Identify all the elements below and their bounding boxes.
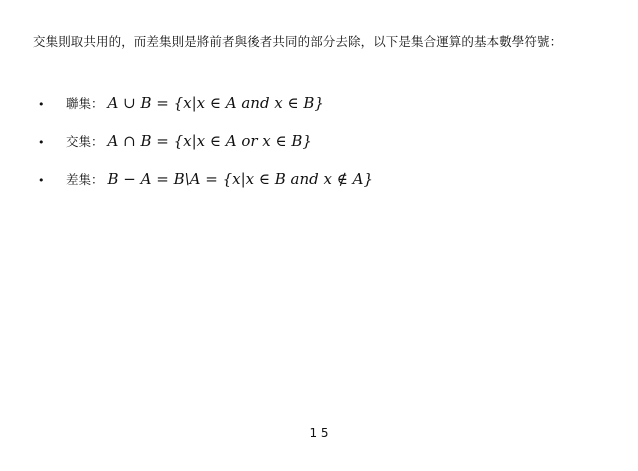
union-label: 聯集： bbox=[66, 96, 104, 111]
bullet-icon: • bbox=[38, 98, 45, 111]
bullet-icon: • bbox=[38, 136, 45, 149]
intersection-label: 交集： bbox=[66, 134, 104, 149]
intro-paragraph: 交集則取共用的，而差集則是將前者與後者共同的部分去除，以下是集合運算的基本數學符號： bbox=[33, 34, 563, 49]
bullet-icon: • bbox=[38, 174, 45, 187]
list-item-union bbox=[38, 94, 373, 132]
set-operations-list bbox=[38, 94, 373, 208]
list-item-intersection bbox=[38, 132, 373, 170]
difference-formula: B − A = B\A = {x|x ∈ B and x ∉ A} bbox=[107, 170, 373, 188]
list-item-difference bbox=[38, 170, 373, 208]
intersection-formula: A ∩ B = {x|x ∈ A or x ∈ B} bbox=[107, 132, 312, 150]
difference-label: 差集： bbox=[66, 172, 104, 187]
union-formula: A ∪ B = {x|x ∈ A and x ∈ B} bbox=[107, 94, 324, 112]
page-number: 1 5 bbox=[309, 426, 329, 440]
